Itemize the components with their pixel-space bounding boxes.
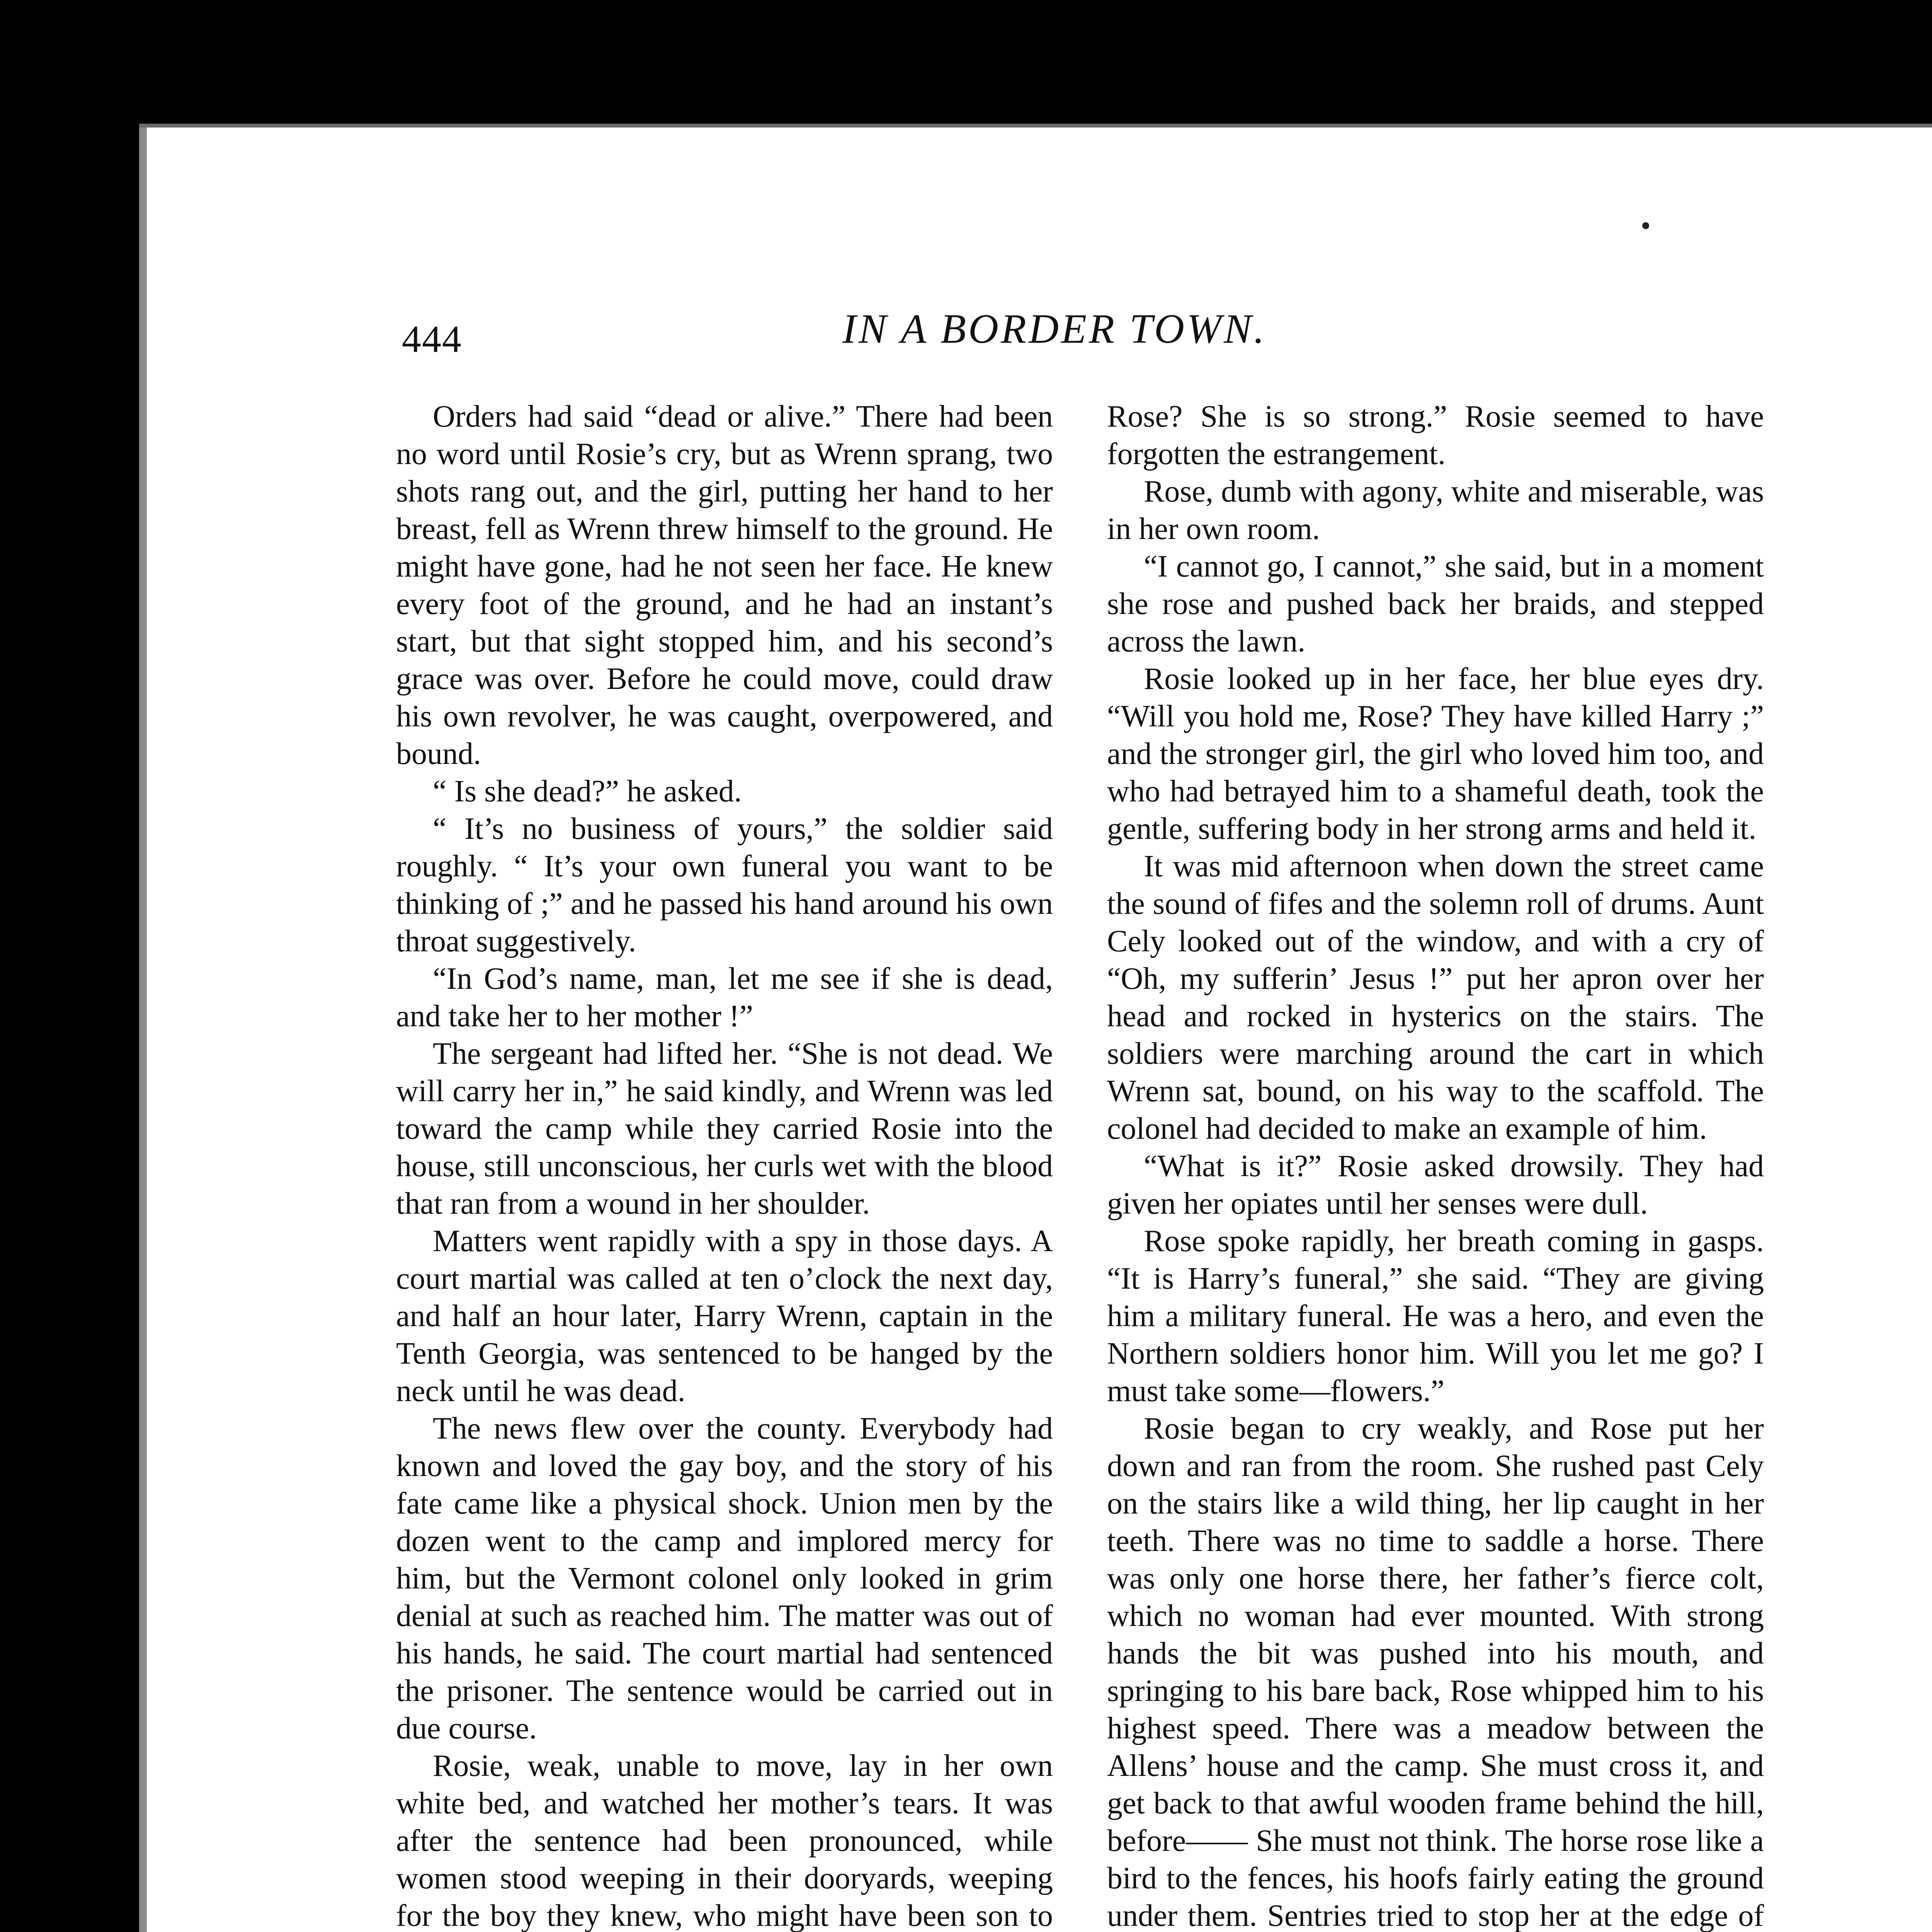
paragraph: Orders had said “dead or alive.” There had been no word until Rosie’s cry, but as Wrenn sprang, two shots rang out, and the girl, putting her hand to her breast, fell as Wrenn threw himself to the ground. He might have gone, had he not seen her face. He knew every foot of the ground, and he had an instant’s start, but that sight stopped him, and his second’s grace was over. Before he could move, could draw his own revolver, he was caught, overpowered, and bound. [396, 400, 1053, 771]
paragraph: Matters went rapidly with a spy in those days. A court martial was called at ten o’clock the next day, and half an hour later, Harry Wrenn, captain in the Tenth Georgia, was sentenced to be hanged by the neck until he was dead. [396, 1224, 1053, 1408]
right-text-column [1107, 398, 1764, 1932]
paragraph: “What is it?” Rosie asked drowsily. They had given her opiates until her senses were dull. [1107, 1149, 1764, 1221]
paragraph: Rosie, weak, unable to move, lay in her own white bed, and watched her mother’s tears. It was after the sentence had been pronounced, while women stood weeping in their dooryards, weeping for the boy they knew, who might have been son to [396, 1749, 1053, 1932]
paragraph: “ Is she dead?” he asked. [433, 774, 742, 808]
left-text-column [396, 398, 1053, 1932]
paragraph: The news flew over the county. Everybody had known and loved the gay boy, and the story of his fate came like a physical shock. Union men by the dozen went to the camp and implored mercy for him, but the Vermont colonel only looked in grim denial at such as reached him. The matter was out of his hands, he said. The court martial had sentenced the prisoner. The sentence would be carried out in due course. [396, 1412, 1053, 1745]
paragraph: Rosie began to cry weakly, and Rose put her down and ran from the room. She rushed past Cely on the stairs like a wild thing, her lip caught in her teeth. There was no time to saddle a horse. There was only one horse there, her father’s fierce colt, which no woman had ever mounted. With strong hands the bit was pushed into his mouth, and springing to his bare back, Rose whipped him to his highest speed. There was a meadow between the Allens’ house and the camp. She must cross it, and get back to that awful wooden frame behind the hill, before—— She must not think. The horse rose like a bird to the fences, his hoofs fairly eating the ground under them. Sentries tried to stop her at the edge of [1107, 1412, 1764, 1932]
page-number: 444 [402, 318, 462, 361]
paragraph: The sergeant had lifted her. “She is not dead. We will carry her in,” he said kindly, and Wrenn was led toward the camp while they carried Rosie into the house, still unconscious, her curls wet with the blood that ran from a wound in her shoulder. [396, 1037, 1053, 1221]
paragraph: It was mid afternoon when down the street came the sound of fifes and the solemn roll of drums. Aunt Cely looked out of the window, and with a cry of “Oh, my sufferin’ Jesus !” put her apron over her head and rocked in hysterics on the stairs. The soldiers were marching around the cart in which Wrenn sat, bound, on his way to the scaffold. The colonel had decided to make an example of him. [1107, 849, 1764, 1146]
paragraph: “ It’s no business of yours,” the soldier said roughly. “ It’s your own funeral you want to be thinking of ;” and he passed his hand around his own throat suggestively. [396, 812, 1053, 958]
ink-speck [1642, 222, 1649, 229]
running-title: IN A BORDER TOWN. [842, 306, 1267, 352]
paragraph: Rosie looked up in her face, her blue eyes dry. “Will you hold me, Rose? They have killed Harry ;” and the stronger girl, the girl who loved him too, and who had betrayed him to a shameful death, took the gentle, suffering body in her strong arms and held it. [1107, 662, 1764, 846]
paragraph: Rose spoke rapidly, her breath coming in gasps. “It is Harry’s funeral,” she said. “They are giving him a military funeral. He was a hero, and even the Northern soldiers honor him. Will you let me go? I must take some—flowers.” [1107, 1224, 1764, 1408]
paragraph: “I cannot go, I cannot,” she said, but in a moment she rose and pushed back her braids, and stepped across the lawn. [1107, 549, 1764, 658]
paragraph: Rose, dumb with agony, white and miserable, was in her own room. [1107, 474, 1764, 546]
paragraph: “In God’s name, man, let me see if she is dead, and take her to her mother !” [396, 962, 1053, 1033]
paragraph: Rose? She is so strong.” Rosie seemed to have forgotten the estrangement. [1107, 400, 1764, 471]
